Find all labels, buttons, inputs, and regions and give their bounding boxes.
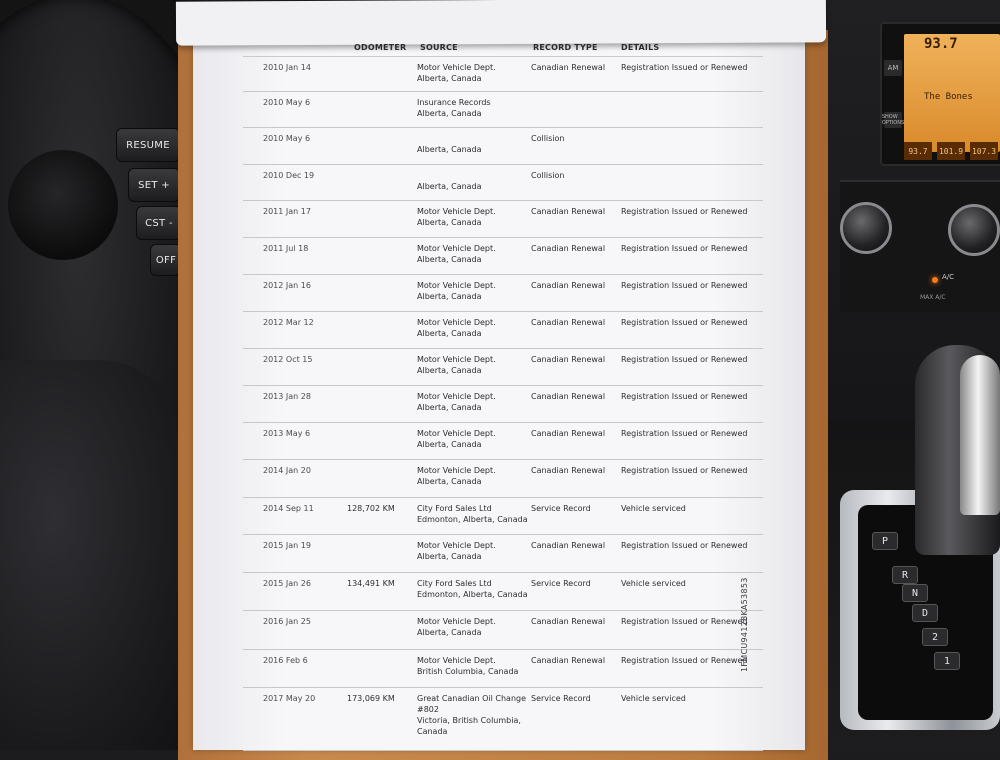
gear-n: N — [902, 584, 928, 602]
row-date: 2010 Jan 14 — [263, 63, 311, 72]
row-odometer: 134,491 KM — [347, 579, 395, 588]
radio-frequency: 93.7 — [924, 36, 958, 52]
row-record-type: Canadian Renewal — [531, 318, 606, 327]
cruise-off-button[interactable]: OFF — [150, 244, 182, 276]
header-odometer: ODOMETER — [354, 43, 407, 52]
row-record-type: Service Record — [531, 694, 591, 703]
max-ac-label: MAX A/C — [920, 294, 946, 301]
row-details: Registration Issued or Renewed — [621, 392, 748, 401]
table-row — [243, 423, 763, 460]
header-source: SOURCE — [420, 43, 458, 52]
show-options-button[interactable]: SHOW OPTIONS — [881, 114, 905, 126]
header-details: DETAILS — [621, 43, 660, 52]
row-source: Motor Vehicle Dept. Alberta, Canada — [417, 541, 496, 561]
row-details: Registration Issued or Renewed — [621, 244, 748, 253]
row-record-type: Canadian Renewal — [531, 281, 606, 290]
row-date: 2013 Jan 28 — [263, 392, 311, 401]
row-date: 2011 Jul 18 — [263, 244, 309, 253]
gear-2: 2 — [922, 628, 948, 646]
row-source: Alberta, Canada — [417, 182, 482, 191]
row-details: Vehicle serviced — [621, 694, 686, 703]
row-record-type: Canadian Renewal — [531, 392, 606, 401]
table-body — [243, 57, 763, 751]
row-record-type: Canadian Renewal — [531, 429, 606, 438]
table-row — [243, 275, 763, 312]
row-record-type: Collision — [531, 134, 565, 143]
row-record-type: Canadian Renewal — [531, 355, 606, 364]
steering-wheel-area — [0, 0, 200, 750]
row-source: Motor Vehicle Dept. Alberta, Canada — [417, 207, 496, 227]
gear-p: P — [872, 532, 898, 550]
row-source: City Ford Sales Ltd Edmonton, Alberta, Canada — [417, 504, 528, 524]
table-row — [243, 386, 763, 423]
flipped-page — [176, 0, 826, 46]
row-date: 2010 May 6 — [263, 134, 311, 143]
gear-d: D — [912, 604, 938, 622]
table-row — [243, 57, 763, 92]
table-row — [243, 535, 763, 573]
row-source: Motor Vehicle Dept. Alberta, Canada — [417, 355, 496, 375]
radio-preset-3[interactable]: 107.3 — [970, 142, 998, 160]
table-row — [243, 460, 763, 498]
climate-panel — [840, 180, 1000, 312]
table-row — [243, 201, 763, 238]
row-date: 2010 Dec 19 — [263, 171, 315, 180]
row-source: Motor Vehicle Dept. Alberta, Canada — [417, 617, 496, 637]
table-row — [243, 611, 763, 650]
ac-label: A/C — [942, 273, 955, 281]
set-plus-button[interactable]: SET + — [128, 168, 180, 202]
table-row — [243, 238, 763, 275]
row-date: 2017 May 20 — [263, 694, 316, 703]
table-row — [243, 650, 763, 688]
row-details: Registration Issued or Renewed — [621, 617, 748, 626]
temperature-knob-right[interactable] — [948, 204, 1000, 256]
radio-unit — [880, 22, 1000, 166]
radio-station-name: The Bones — [924, 92, 973, 102]
row-date: 2016 Jan 25 — [263, 617, 311, 626]
row-details: Vehicle serviced — [621, 504, 686, 513]
table-header — [243, 40, 763, 57]
row-odometer: 173,069 KM — [347, 694, 395, 703]
radio-display — [904, 34, 1000, 156]
row-source: Motor Vehicle Dept. Alberta, Canada — [417, 466, 496, 486]
row-date: 2015 Jan 26 — [263, 579, 311, 588]
row-details: Registration Issued or Renewed — [621, 355, 748, 364]
row-details: Registration Issued or Renewed — [621, 281, 748, 290]
row-source: Motor Vehicle Dept. Alberta, Canada — [417, 318, 496, 338]
row-details: Registration Issued or Renewed — [621, 466, 748, 475]
ac-indicator-icon — [932, 277, 938, 283]
row-source: Motor Vehicle Dept. Alberta, Canada — [417, 63, 496, 83]
row-record-type: Service Record — [531, 579, 591, 588]
table-row — [243, 92, 763, 128]
row-source: Motor Vehicle Dept. Alberta, Canada — [417, 429, 496, 449]
row-date: 2015 Jan 19 — [263, 541, 311, 550]
gear-r: R — [892, 566, 918, 584]
row-date: 2014 Sep 11 — [263, 504, 314, 513]
radio-am-button[interactable]: AM — [884, 60, 902, 76]
row-record-type: Canadian Renewal — [531, 656, 606, 665]
row-date: 2012 Oct 15 — [263, 355, 313, 364]
row-source: Motor Vehicle Dept. British Columbia, Canada — [417, 656, 519, 676]
table-row — [243, 165, 763, 201]
row-record-type: Canadian Renewal — [531, 541, 606, 550]
table-row — [243, 688, 763, 751]
table-row — [243, 312, 763, 349]
header-record-type: RECORD TYPE — [533, 43, 598, 52]
row-record-type: Service Record — [531, 504, 591, 513]
row-details: Registration Issued or Renewed — [621, 541, 748, 550]
vin-footer: 1FMCU94128KA53853 — [740, 577, 749, 672]
row-source: Alberta, Canada — [417, 145, 482, 154]
gear-1: 1 — [934, 652, 960, 670]
table-row — [243, 349, 763, 386]
row-details: Registration Issued or Renewed — [621, 318, 748, 327]
row-source: Motor Vehicle Dept. Alberta, Canada — [417, 281, 496, 301]
resume-button[interactable]: RESUME — [116, 128, 180, 162]
row-details: Vehicle serviced — [621, 579, 686, 588]
table-row — [243, 498, 763, 535]
row-source: Motor Vehicle Dept. Alberta, Canada — [417, 244, 496, 264]
row-details: Registration Issued or Renewed — [621, 429, 748, 438]
row-details: Registration Issued or Renewed — [621, 207, 748, 216]
row-record-type: Canadian Renewal — [531, 617, 606, 626]
table-row — [243, 128, 763, 165]
row-date: 2014 Jan 20 — [263, 466, 311, 475]
row-date: 2012 Mar 12 — [263, 318, 314, 327]
radio-preset-1[interactable]: 93.7 — [904, 142, 932, 160]
radio-preset-2[interactable]: 101.9 — [937, 142, 965, 160]
row-record-type: Canadian Renewal — [531, 207, 606, 216]
temperature-knob-left[interactable] — [840, 202, 892, 254]
row-date: 2010 May 6 — [263, 98, 311, 107]
driver-leg — [0, 360, 180, 750]
row-odometer: 128,702 KM — [347, 504, 395, 513]
steering-hub — [8, 150, 118, 260]
row-record-type: Canadian Renewal — [531, 244, 606, 253]
gear-shift-chrome — [960, 355, 1000, 515]
row-date: 2011 Jan 17 — [263, 207, 311, 216]
vehicle-history-table — [243, 40, 763, 751]
row-source: Insurance Records Alberta, Canada — [417, 98, 491, 118]
row-source: City Ford Sales Ltd Edmonton, Alberta, Canada — [417, 579, 528, 599]
row-source: Great Canadian Oil Change #802 Victoria, British Columbia, Canada — [417, 694, 527, 736]
row-record-type: Canadian Renewal — [531, 63, 606, 72]
row-record-type: Collision — [531, 171, 565, 180]
table-row — [243, 573, 763, 611]
row-date: 2012 Jan 16 — [263, 281, 311, 290]
row-date: 2013 May 6 — [263, 429, 311, 438]
row-details: Registration Issued or Renewed — [621, 63, 748, 72]
row-details: Registration Issued or Renewed — [621, 656, 748, 665]
row-record-type: Canadian Renewal — [531, 466, 606, 475]
row-date: 2016 Feb 6 — [263, 656, 308, 665]
cst-minus-button[interactable]: CST - — [136, 206, 182, 240]
row-source: Motor Vehicle Dept. Alberta, Canada — [417, 392, 496, 412]
